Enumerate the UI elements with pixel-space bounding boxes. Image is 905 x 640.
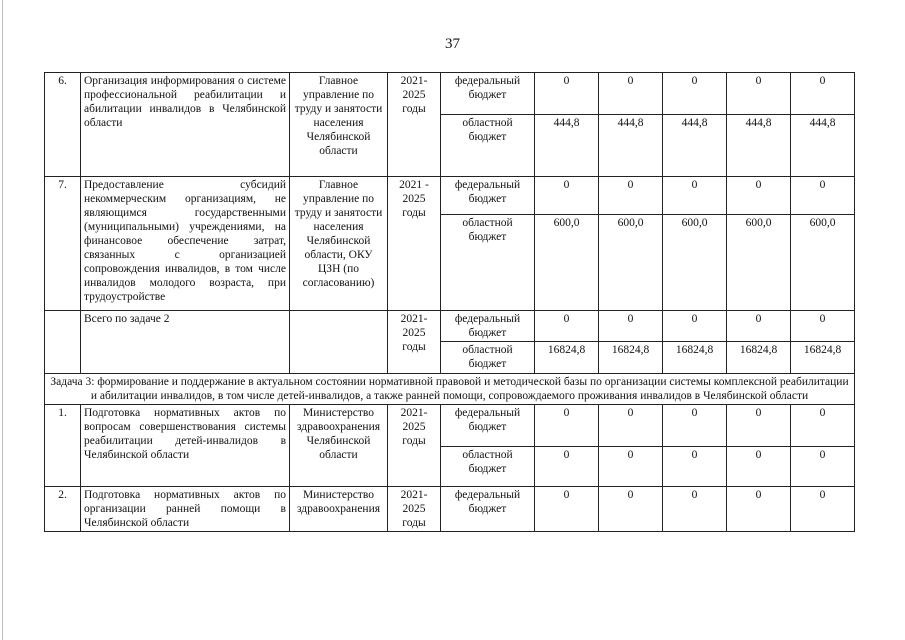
funding-value: 0 — [727, 311, 791, 342]
table-row — [45, 311, 855, 342]
measure-executor: Главное управление по труду и занятости населения Челябинской области, ОКУ ЦЗН (по согласованию) — [290, 177, 388, 311]
funding-value: 16824,8 — [727, 342, 791, 374]
funding-value: 0 — [663, 311, 727, 342]
funding-value: 0 — [791, 447, 855, 487]
funding-value: 0 — [663, 447, 727, 487]
funding-source: областной бюджет — [441, 115, 535, 177]
funding-value: 600,0 — [535, 215, 599, 311]
measure-term: 2021-2025 годы — [388, 405, 441, 487]
table-row — [45, 177, 855, 215]
funding-value: 0 — [791, 405, 855, 447]
funding-value: 0 — [535, 447, 599, 487]
measure-executor: Министерство здравоохранения — [290, 487, 388, 532]
measure-executor: Главное управление по труду и занятости населения Челябинской области — [290, 73, 388, 177]
table-row — [45, 487, 855, 532]
funding-value: 0 — [791, 487, 855, 532]
funding-value: 16824,8 — [791, 342, 855, 374]
funding-value: 444,8 — [535, 115, 599, 177]
funding-value: 0 — [727, 487, 791, 532]
measure-name: Всего по задаче 2 — [81, 311, 290, 374]
funding-value: 600,0 — [599, 215, 663, 311]
funding-value: 0 — [535, 311, 599, 342]
funding-value: 444,8 — [663, 115, 727, 177]
measure-name: Подготовка нормативных актов по организации ранней помощи в Челябинской области — [81, 487, 290, 532]
funding-value: 600,0 — [727, 215, 791, 311]
funding-value: 0 — [727, 73, 791, 115]
measure-number: 1. — [45, 405, 81, 487]
task3-title: Задача 3: формирование и поддержание в актуальном состоянии нормативной правовой и методической базы по организации системы комплексной реабилитации и абилитации инвалидов, в том числе детей-инвалидов, а также ранней помощи, сопровождаемого проживания инвалидов в Челябинской области — [45, 374, 855, 405]
funding-value: 0 — [727, 405, 791, 447]
funding-value: 16824,8 — [535, 342, 599, 374]
funding-value: 444,8 — [727, 115, 791, 177]
measure-number: 2. — [45, 487, 81, 532]
funding-value: 0 — [535, 487, 599, 532]
funding-value: 0 — [727, 177, 791, 215]
funding-source: областной бюджет — [441, 215, 535, 311]
measure-executor: Министерство здравоохранения Челябинской области — [290, 405, 388, 487]
funding-value: 600,0 — [791, 215, 855, 311]
funding-value: 0 — [791, 311, 855, 342]
funding-value: 0 — [599, 177, 663, 215]
funding-value: 0 — [663, 487, 727, 532]
measure-executor — [290, 311, 388, 374]
page-edge-line — [2, 0, 3, 640]
measure-number — [45, 311, 81, 374]
measure-number: 7. — [45, 177, 81, 311]
measure-name: Организация информирования о системе профессиональной реабилитации и абилитации инвалидов в Челябинской области — [81, 73, 290, 177]
table-row — [45, 405, 855, 447]
funding-value: 0 — [663, 177, 727, 215]
funding-value: 0 — [535, 405, 599, 447]
funding-source: областной бюджет — [441, 447, 535, 487]
funding-value: 0 — [535, 73, 599, 115]
program-measures-table — [44, 72, 855, 532]
funding-value: 0 — [599, 73, 663, 115]
funding-source: федеральный бюджет — [441, 177, 535, 215]
funding-value: 444,8 — [599, 115, 663, 177]
measure-term: 2021-2025 годы — [388, 73, 441, 177]
funding-value: 0 — [727, 447, 791, 487]
funding-value: 0 — [599, 405, 663, 447]
page-number: 37 — [445, 36, 460, 52]
measure-number: 6. — [45, 73, 81, 177]
funding-value: 0 — [535, 177, 599, 215]
funding-value: 0 — [663, 405, 727, 447]
measure-term: 2021-2025 годы — [388, 311, 441, 374]
funding-source: областной бюджет — [441, 342, 535, 374]
funding-source: федеральный бюджет — [441, 487, 535, 532]
measure-name: Предоставление субсидий некоммерческим организациям, не являющимся государственными (муниципальными) учреждениями, на финансовое обеспечение затрат, связанных с организацией сопровождения инвалидов, в том числе инвалидов молодого возраста, при трудоустройстве — [81, 177, 290, 311]
funding-source: федеральный бюджет — [441, 311, 535, 342]
funding-source: федеральный бюджет — [441, 405, 535, 447]
table-row — [45, 73, 855, 115]
funding-value: 0 — [663, 73, 727, 115]
funding-value: 0 — [599, 311, 663, 342]
funding-value: 0 — [791, 177, 855, 215]
funding-value: 0 — [599, 447, 663, 487]
funding-value: 444,8 — [791, 115, 855, 177]
funding-value: 0 — [791, 73, 855, 115]
measure-term: 2021-2025 годы — [388, 487, 441, 532]
funding-value: 0 — [599, 487, 663, 532]
measure-term: 2021 - 2025 годы — [388, 177, 441, 311]
funding-value: 16824,8 — [663, 342, 727, 374]
funding-source: федеральный бюджет — [441, 73, 535, 115]
funding-value: 16824,8 — [599, 342, 663, 374]
task-header-row — [45, 374, 855, 405]
measure-name: Подготовка нормативных актов по вопросам совершенствования системы реабилитации детей-инвалидов в Челябинской области — [81, 405, 290, 487]
funding-value: 600,0 — [663, 215, 727, 311]
